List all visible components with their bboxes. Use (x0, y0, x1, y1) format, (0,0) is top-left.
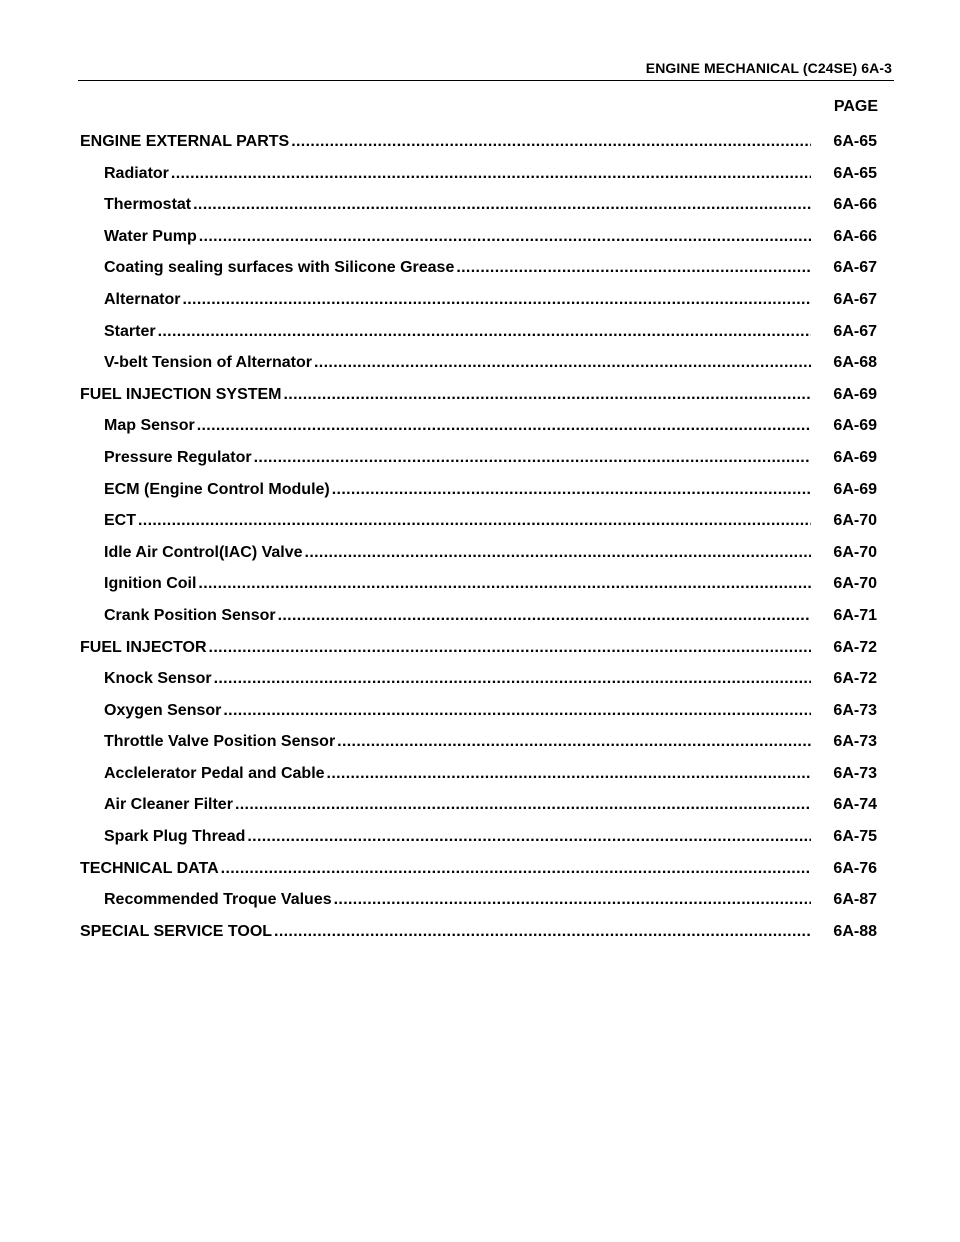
toc-entry-page: 6A-72 (833, 638, 877, 656)
toc-entry-page: 6A-73 (833, 764, 877, 782)
toc-dot-leader (305, 537, 811, 569)
toc-entry-page: 6A-70 (833, 575, 877, 593)
toc-entry-title: V-belt Tension of Alternator (104, 354, 313, 372)
toc-entry-page: 6A-75 (833, 828, 877, 846)
toc-subsection-entry[interactable] (80, 410, 877, 442)
toc-subsection-entry[interactable] (80, 221, 877, 253)
toc-section-entry[interactable] (80, 379, 877, 411)
toc-dot-leader (284, 379, 811, 411)
table-of-contents (80, 126, 877, 947)
toc-entry-page: 6A-69 (833, 480, 877, 498)
toc-section-entry[interactable] (80, 916, 877, 948)
toc-dot-leader (247, 821, 811, 853)
toc-dot-leader (274, 916, 811, 948)
toc-dot-leader (278, 600, 811, 632)
toc-dot-leader (456, 252, 811, 284)
toc-entry-title: Alternator (104, 290, 181, 308)
toc-section-entry[interactable] (80, 126, 877, 158)
toc-dot-leader (214, 663, 811, 695)
toc-subsection-entry[interactable] (80, 158, 877, 190)
toc-subsection-entry[interactable] (80, 474, 877, 506)
toc-dot-leader (158, 316, 811, 348)
toc-dot-leader (334, 884, 811, 916)
toc-entry-title: FUEL INJECTOR (80, 638, 207, 656)
toc-subsection-entry[interactable] (80, 758, 877, 790)
toc-entry-page: 6A-71 (833, 606, 877, 624)
toc-dot-leader (327, 758, 811, 790)
toc-entry-page: 6A-66 (833, 227, 877, 245)
toc-subsection-entry[interactable] (80, 884, 877, 916)
toc-subsection-entry[interactable] (80, 600, 877, 632)
toc-subsection-entry[interactable] (80, 442, 877, 474)
toc-entry-page: 6A-70 (833, 512, 877, 530)
toc-dot-leader (291, 126, 811, 158)
toc-entry-page: 6A-69 (833, 448, 877, 466)
toc-entry-title: Throttle Valve Position Sensor (104, 733, 336, 751)
toc-entry-title: SPECIAL SERVICE TOOL (80, 922, 273, 940)
toc-dot-leader (193, 189, 811, 221)
toc-dot-leader (209, 632, 811, 664)
header-title: ENGINE MECHANICAL (C24SE) 6A-3 (645, 60, 892, 76)
toc-entry-page: 6A-72 (833, 670, 877, 688)
toc-subsection-entry[interactable] (80, 284, 877, 316)
toc-entry-title: Map Sensor (104, 417, 195, 435)
toc-subsection-entry[interactable] (80, 568, 877, 600)
toc-subsection-entry[interactable] (80, 789, 877, 821)
toc-dot-leader (223, 695, 811, 727)
toc-entry-title: Oxygen Sensor (104, 701, 222, 719)
toc-dot-leader (198, 568, 811, 600)
toc-dot-leader (171, 158, 811, 190)
toc-entry-page: 6A-73 (833, 733, 877, 751)
toc-subsection-entry[interactable] (80, 726, 877, 758)
toc-dot-leader (314, 347, 811, 379)
toc-entry-page: 6A-74 (833, 796, 877, 814)
page-header (78, 58, 894, 81)
toc-dot-leader (197, 410, 811, 442)
toc-entry-title: Ignition Coil (104, 575, 197, 593)
toc-dot-leader (199, 221, 811, 253)
toc-entry-page: 6A-65 (833, 133, 877, 150)
toc-subsection-entry[interactable] (80, 252, 877, 284)
toc-entry-title: Crank Position Sensor (104, 606, 276, 624)
toc-entry-page: 6A-66 (833, 196, 877, 214)
toc-subsection-entry[interactable] (80, 316, 877, 348)
toc-section-entry[interactable] (80, 632, 877, 664)
page-column-label: PAGE (833, 98, 878, 115)
toc-subsection-entry[interactable] (80, 347, 877, 379)
toc-entry-page: 6A-73 (833, 701, 877, 719)
toc-entry-page: 6A-69 (833, 385, 877, 403)
toc-entry-title: Coating sealing surfaces with Silicone Grease (104, 259, 455, 277)
toc-subsection-entry[interactable] (80, 537, 877, 569)
toc-dot-leader (182, 284, 811, 316)
toc-subsection-entry[interactable] (80, 663, 877, 695)
toc-dot-leader (337, 726, 811, 758)
toc-entry-title: Acclelerator Pedal and Cable (104, 764, 325, 782)
toc-entry-title: FUEL INJECTION SYSTEM (80, 385, 282, 403)
toc-dot-leader (254, 442, 811, 474)
toc-entry-title: ECM (Engine Control Module) (104, 480, 330, 498)
toc-entry-title: Spark Plug Thread (104, 828, 246, 846)
toc-dot-leader (221, 853, 811, 885)
toc-entry-page: 6A-68 (833, 354, 877, 372)
toc-subsection-entry[interactable] (80, 821, 877, 853)
toc-entry-page: 6A-76 (833, 859, 877, 877)
toc-entry-page: 6A-67 (833, 290, 877, 308)
toc-subsection-entry[interactable] (80, 695, 877, 727)
toc-subsection-entry[interactable] (80, 505, 877, 537)
toc-dot-leader (332, 474, 811, 506)
toc-entry-title: Starter (104, 322, 156, 340)
toc-entry-page: 6A-70 (833, 543, 877, 561)
toc-entry-title: ENGINE EXTERNAL PARTS (80, 133, 290, 150)
toc-subsection-entry[interactable] (80, 189, 877, 221)
toc-entry-title: Recommended Troque Values (104, 891, 332, 909)
toc-entry-title: Knock Sensor (104, 670, 212, 688)
toc-entry-title: Radiator (104, 164, 169, 182)
toc-entry-page: 6A-67 (833, 259, 877, 277)
toc-entry-page: 6A-69 (833, 417, 877, 435)
toc-entry-title: ECT (104, 512, 136, 530)
toc-entry-title: Pressure Regulator (104, 448, 252, 466)
toc-entry-title: Air Cleaner Filter (104, 796, 233, 814)
toc-dot-leader (235, 789, 811, 821)
toc-dot-leader (138, 505, 811, 537)
toc-entry-page: 6A-67 (833, 322, 877, 340)
toc-entry-title: Water Pump (104, 227, 197, 245)
toc-entry-page: 6A-88 (833, 922, 877, 940)
toc-entry-title: Thermostat (104, 196, 192, 214)
toc-section-entry[interactable] (80, 853, 877, 885)
toc-entry-page: 6A-87 (833, 891, 877, 909)
toc-entry-title: Idle Air Control(IAC) Valve (104, 543, 303, 561)
toc-entry-title: TECHNICAL DATA (80, 859, 219, 877)
toc-entry-page: 6A-65 (833, 164, 877, 182)
